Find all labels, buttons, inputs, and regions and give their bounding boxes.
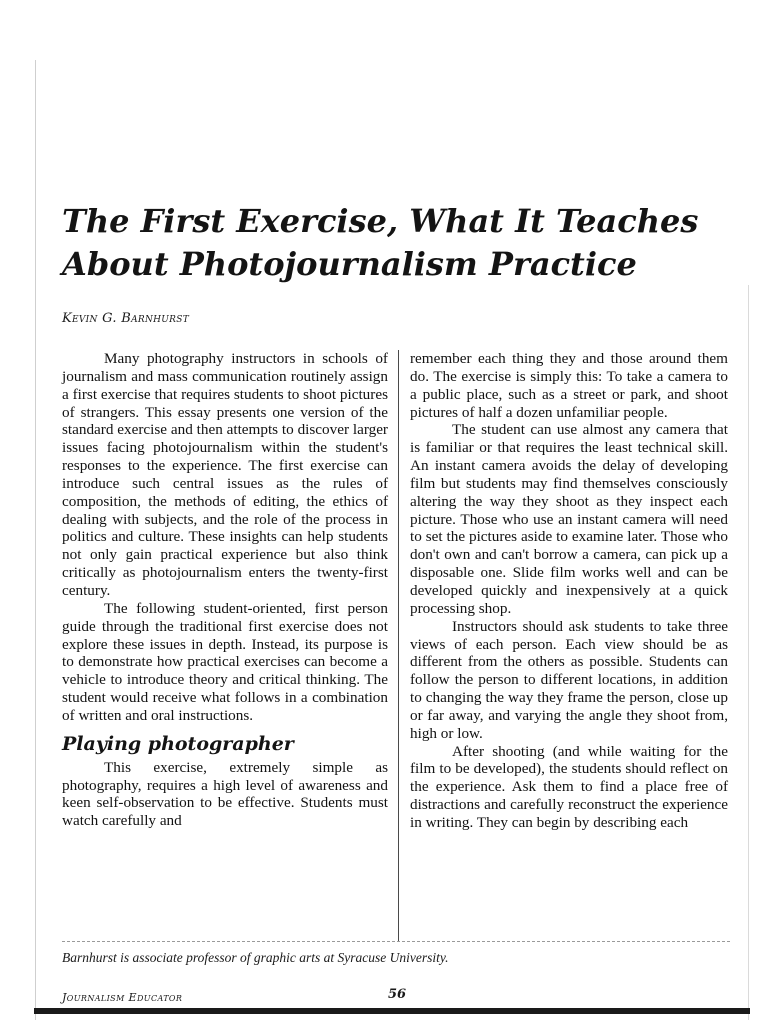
- page-edge-left: [35, 60, 36, 1020]
- body-paragraph: Many photography instructors in schools of journalism and mass communication routinely assign a first exercise that requires students to shoot pictures of strangers. This essay presents one version of the standard exercise and then attempts to discover larger issues facing photojournalism within the student's responses to the experience. The first exercise can introduce such central issues as the rules of composition, the methods of editing, the ethics of dealing with subjects, and the role of the process in politics and culture. These insights can help students not only gain practical experience but also think critically as photojournalism enters the twenty-first century.: [62, 350, 388, 599]
- body-paragraph: After shooting (and while waiting for the film to be developed), the students should reflect on the experience. Ask them to find a place free of distractions and carefully reconstruct the experience in writing. They can begin by describing each: [410, 742, 728, 831]
- article-title: The First Exercise, What It Teaches About Photojournalism Practice: [62, 202, 699, 283]
- page-number: 56: [388, 987, 407, 1002]
- body-paragraph: This exercise, extremely simple as photography, requires a high level of awareness and keen self-observation to be effective. Students must watch carefully and: [62, 758, 388, 830]
- author-byline: Kevin G. Barnhurst: [62, 311, 190, 326]
- page-edge-right: [748, 285, 749, 1020]
- column-divider: [398, 350, 399, 942]
- body-paragraph: The student can use almost any camera that is familiar or that requires the least technical skill. An instant camera avoids the delay of developing film but students may find themselves consciously altering the way they shoot as they inspect each picture. Those who use an instant camera will need to set the pictures aside to examine later. Those who don't own and can't borrow a camera, can pick up a disposable one. Slide film works well and can be developed quickly and inexpensively at a quick processing shop.: [410, 421, 728, 617]
- journal-name: Journalism Educator: [62, 991, 183, 1004]
- body-paragraph: The following student-oriented, first person guide through the traditional first exercise does not explore these issues in depth. Instead, its purpose is to demonstrate how practical exercises can become a vehicle to introduce theory and critical thinking. The student would receive what follows in a combination of written and oral instructions.: [62, 599, 388, 724]
- left-column: [62, 350, 388, 830]
- footnote-divider: [62, 941, 730, 942]
- right-column: [410, 350, 728, 832]
- body-paragraph: Instructors should ask students to take three views of each person. Each view should be as different from the others as possible. Students can follow the person to different locations, in addition to changing the way they frame the person, close up or far away, and varying the angle they shoot from, high or low.: [410, 617, 728, 742]
- body-paragraph: remember each thing they and those around them do. The exercise is simply this: To take a camera to a public place, such as a street or park, and shoot pictures of half a dozen unfamiliar people.: [410, 350, 728, 421]
- section-heading: Playing photographer: [62, 732, 294, 755]
- footnote: Barnhurst is associate professor of graphic arts at Syracuse University.: [62, 950, 449, 965]
- bottom-rule: [34, 1008, 750, 1014]
